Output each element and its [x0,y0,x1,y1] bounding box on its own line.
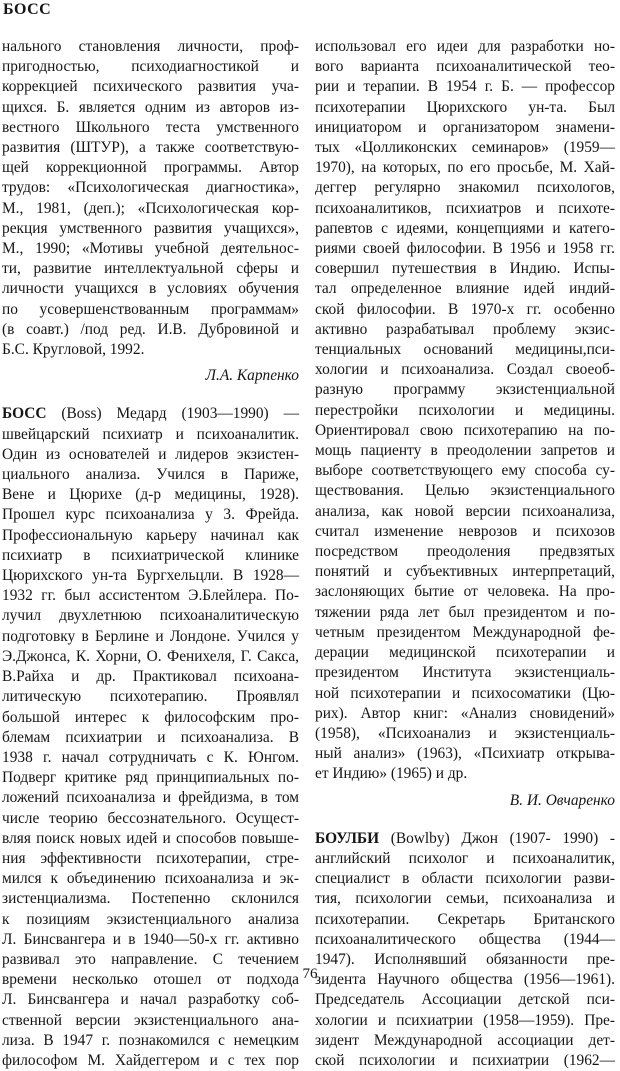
text-line: деггер регулярно знакомил психологов, [315,179,615,197]
text-line: Вене и Цюрихе (д-р медицины, 1928). [2,486,299,504]
text-line: литическую психотерапию. Проявлял [2,688,299,706]
text-line: швейцарский психиатр и психоаналитик. [2,425,299,443]
text-line: зидент Международной ассоциации дет- [315,1031,615,1049]
text-line: нального становления личности, проф- [2,38,299,55]
text-line: развивал это направление. С течением [2,950,299,968]
text-line: риями своей философии. В 1956 и 1958 гг. [315,240,615,258]
prev-entry-text [2,37,299,360]
text-line: посредством преодоления предвзятых [315,543,615,561]
text-line: мощь пациенту в преодолении запретов и [315,442,615,460]
text-line: 1970), на которых, по его просьбе, М. Хай- [315,159,615,177]
text-line: Л. Бинсвангера и в 1940—50-х гг. активно [2,930,299,948]
text-line: ти, развитие интеллектуальной сферы и [2,260,299,278]
text-line: числе теорию бессознательного. Осущест- [2,809,299,827]
text-line: трудов: «Психологическая диагностика», [2,179,299,197]
text-line: вого варианта психоаналитической тео- [315,58,615,76]
text-line: щей коррекционной программы. Автор [2,159,299,177]
text-line: Ориентировал свою психотерапию на по- [315,421,615,439]
text-line: лучил двухлетнюю психоаналитическую [2,607,299,625]
text-line: совершил путешествия в Индию. Испы- [315,260,615,278]
text-line: зидента Научного общества (1956—1961). [315,971,615,989]
entry-boss-continued [315,37,615,785]
text-line: вляя поиск новых идей и способов повыше- [2,829,299,847]
text-line: инициатором и организатором знамени- [315,118,615,136]
text-line: считал изменение неврозов и психозов [315,522,615,540]
text-line: выборе соответствующего ему способа су- [315,462,615,480]
text-line: блемам психиатрии и психоанализа. В [2,728,299,746]
text-line: ет Индию» (1965) и др. [315,765,468,783]
entry-head-rest: (Bowlby) Джон (1907- 1990) - [379,829,615,847]
page-number: 76 [302,966,318,982]
running-head: БОСС [3,1,52,18]
entry-head-rest: (Boss) Медард (1903—1990) — [46,405,299,423]
text-line: развития (ШТУР), а также соответствую- [2,139,299,157]
text-line: ской психологии и психиатрии (1962— [315,1051,615,1069]
text-line: английский психолог и психоаналитик, [315,849,615,867]
entry-headword: БОСС [2,405,47,423]
text-line: пригодностью, психодиагностикой и [2,58,299,76]
text-line: М., 1990; «Мотивы учебной деятельнос- [2,240,299,258]
text-line: понятий и субъективных интерпретаций, [315,563,615,581]
text-line: ской философии. В 1970-х гг. особенно [315,300,615,318]
text-line: тых «Цолликонских семинаров» (1959— [315,139,615,157]
text-line: тенциальных оснований медицины,пси- [315,341,615,359]
text-line: Э.Джонса, К. Хорни, О. Фенихеля, Г. Сакса, [2,647,299,665]
text-line: Подверг критике ряд принципиальных по- [2,769,299,787]
text-line: философом М. Хайдеггером и с тех пор [2,1051,299,1069]
text-line: ществования. Целью экзистенциального [315,482,615,500]
text-line: тал определенное влияние идей индий- [315,280,615,298]
text-line: ложений психоанализа и фрейдизма, в том [2,789,299,807]
text-line: перестройки психологии и медицины. [315,401,615,419]
text-line: В.Райха и др. Практиковал психоана- [2,668,299,686]
text-line: 1938 г. начал сотрудничать с К. Юнгом. [2,748,299,766]
author-signature: В. И. Овчаренко [509,791,615,809]
entry-headword: БОУЛБИ [315,829,380,847]
text-line: дерации медицинской психотерапии и [315,644,615,662]
text-line: ной психотерапии и психосоматики (Цю- [315,684,615,702]
text-line: щихся. Б. является одним из авторов из- [2,98,299,116]
text-line: вестного Школьного теста умственного [2,118,299,136]
entry-first-line [2,404,299,424]
text-line: ный анализ» (1963), «Психиатр открыва- [315,745,615,763]
text-line: президентом Института экзистенциаль- [315,664,615,682]
text-line: психотерапии Цюрихского ун-та. Был [315,98,615,116]
text-line: лиза. В 1947 г. познакомился с немецким [2,1031,299,1049]
text-line: тия, психологии семьи, психоанализа и [315,890,615,908]
text-line: Профессиональную карьеру начинал как [2,526,299,544]
text-line: Один из основателей и лидеров экзистен- [2,445,299,463]
text-line: личности учащихся в условиях обучения [2,280,299,298]
text-line: психиатр в психиатрической клинике [2,546,299,564]
text-line: ния эффективности психотерапии, стре- [2,849,299,867]
text-line: рекция умственного развития учащихся», [2,219,299,237]
text-line: циального анализа. Учился в Париже, [2,466,299,484]
text-line: рих). Автор книг: «Анализ сновидений» [315,704,615,722]
text-line: по усовершенствованным программам» [2,300,299,318]
text-line: использовал его идеи для разработки но- [315,38,615,55]
text-line: большой интерес к философским про- [2,708,299,726]
text-line: 1932 гг. был ассистентом Э.Блейлера. По- [2,587,299,605]
text-line: психотерапии. Секретарь Британского [315,910,615,928]
text-line: 1947). Исполнявший обязанности пре- [315,950,615,968]
text-line: М., 1981, (деп.); «Психологическая кор- [2,199,299,217]
text-line: анализа, как новой версии психоанализа, [315,502,615,520]
text-line: коррекцией психического развития уча- [2,78,299,96]
text-line: четным президентом Международной фе- [315,623,615,641]
text-line: активно разрабатывал проблему экзис- [315,320,615,338]
text-line: (в соавт.) /под ред. И.В. Дубровиной и [2,320,299,338]
text-line: Л. Бинсвангера и начал разработку соб- [2,991,299,1009]
text-line: времени несколько отошел от подхода [2,971,299,989]
text-line: рапевтов с идеями, концепциями и катего- [315,219,615,237]
text-line: ственной версии экзистенциального ана- [2,1011,299,1029]
text-line: психоаналитического общества (1944— [315,930,615,948]
text-line: Председатель Ассоциации детской пси- [315,991,615,1009]
text-line: подготовку в Берлине и Лондоне. Учился у [2,627,299,645]
text-line: рии и терапии. В 1954 г. Б. — профессор [315,78,615,96]
text-line: Прошел курс психоанализа у 3. Фрейда. [2,506,299,524]
text-line: к позициям экзистенциального анализа [2,910,299,928]
text-line: тяжении ряда лет был президентом и по- [315,603,615,621]
text-line: хологии и психоанализа. Создал своеоб- [315,361,615,379]
text-line: зистенциализма. Постепенно склонился [2,890,299,908]
text-line: Цюрихского ун-та Бургхельцли. В 1928— [2,567,299,585]
right-column [315,37,615,1071]
text-line: мился к объединению психоанализа и эк- [2,870,299,888]
text-line: хологии и психиатрии (1958—1959). Пре- [315,1011,615,1029]
text-line: специалист в области психологии разви- [315,870,615,888]
text-line: разную программу экзистенциальной [315,381,615,399]
text-line: (1958), «Психоанализ и экзистенциаль- [315,724,615,742]
entry-bowlby [315,829,615,1071]
left-column [2,37,299,1071]
author-signature: Л.А. Карпенко [205,367,299,385]
text-line: заслоняющих бытие от человека. На про- [315,583,615,601]
entry-first-line [315,829,615,849]
text-line: Б.С. Кругловой, 1992. [2,341,145,359]
text-line: психоаналитиков, психиатров и психоте- [315,199,615,217]
